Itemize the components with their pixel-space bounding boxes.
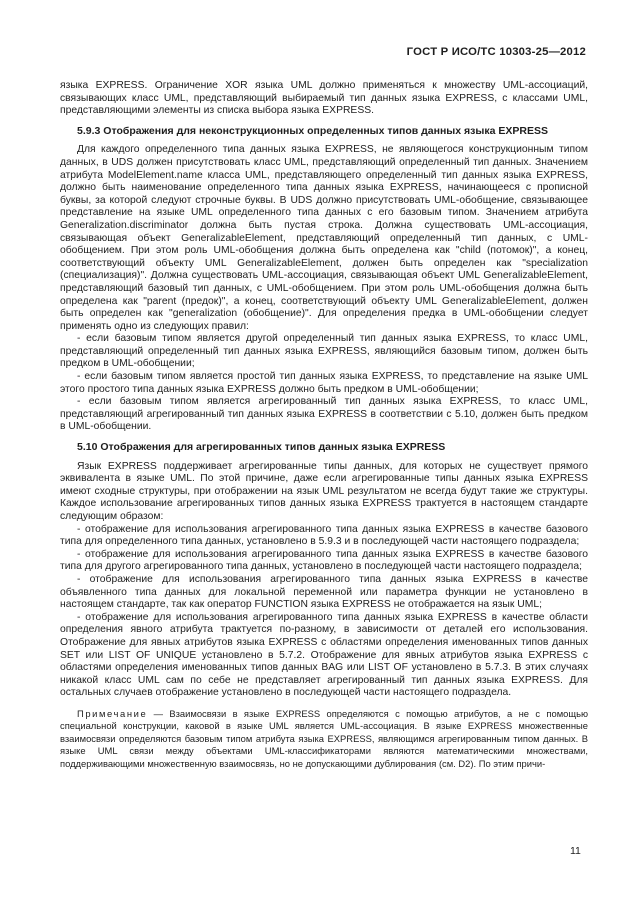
rule-item: - если базовым типом является другой определенный тип данных языка EXPRESS, то класс UML, представляющий определенный тип данных языка EXPRESS, являющийся базовым типом, должен быть предком в UML-обобщении; (60, 333, 588, 370)
page-content (60, 80, 588, 779)
section-5-10-paragraph: Язык EXPRESS поддерживает агрегированные типы данных, для которых не существует прямого эквивалента в языке UML. По этой причине, даже если агрегированные типы данных языка EXPRESS имеют сходные структуры, при отображении на язык UML результатом не всегда будут такие же структуры. Каждое использование агрегированных типов данных языка EXPRESS трактуется в настоящем стандарте следующим образом: (60, 460, 588, 522)
list-item: - отображение для использования агрегированного типа данных языка EXPRESS в качестве области определения явного атрибута трактуется по-разному, в зависимости от деталей его использования. Отображение для явных атрибутов языка EXPRESS с областями определения именованных типов данных SET или LIST OF UNIQUE установлено в 5.7.2. Отображение для явных атрибутов языка EXPRESS с областями определения именованных типов данных BAG или LIST OF установлено в 5.7.3. В этих случаях никакой класс UML сам по себе не представляет агрегированный тип данных языка EXPRESS. Для остальных случаев отображение установлено в последующей части настоящего подраздела. (60, 611, 588, 699)
list-item: - отображение для использования агрегированного типа данных языка EXPRESS в качестве базового типа для определенного типа данных, установлено в 5.9.3 и в последующей части настоящего подраздела; (60, 523, 588, 548)
page-number: 11 (570, 845, 581, 857)
note-paragraph (60, 708, 588, 770)
rule-item: - если базовым типом является простой тип данных языка EXPRESS, то представление на языке UML этого простого типа данных языка EXPRESS должно быть предком в UML-обобщении; (60, 371, 588, 395)
section-5-9-3-paragraph: Для каждого определенного типа данных языка EXPRESS, не являющегося конструкционным типом данных, в UDS должен присутствовать класс UML, представляющий определенный тип данных. Значением атрибута ModelElement.name класса UML, представляющего определенный тип данных языка EXPRESS, должно быть наименование определенного типа данных языка EXPRESS, начинающееся с прописной буквы, за которой следуют строчные буквы. В UDS должно присутствовать UML-обобщение, связывающее представление на языке UML определенного типа данных с его базовым типом. Значением атрибута Generalization.discriminator должна быть пустая строка. Должна существовать UML-ассоциация, связывающая объект GeneralizableElement, представляющий определенный тип данных, с UML-обобщением. При этом роль UML-обобщения должна быть определена как "child (потомок)", а конец, соответствующий объекту UML GeneralizableElement, должен быть определен как "specialization (специализация)". Должна существовать UML-ассоциация, связывающая объект UML GeneralizableElement, представляющий базовый тип данных, с UML-обобщением. При этом роль UML-обобщения должна быть определена как "parent (предок)", а конец, соответствующий объекту UML GeneralizableElement, должен быть определен как "generalization (обобщение)". Для определения предка в UML-обобщении следует применять одно из следующих правил: (60, 144, 588, 332)
standard-header: ГОСТ Р ИСО/ТС 10303-25—2012 (406, 46, 586, 58)
list-item: - отображение для использования агрегированного типа данных языка EXPRESS в качестве объявленного типа данных для локальной переменной или параметра функции не установлено в настоящем стандарте, так как оператор FUNCTION языка EXPRESS не отображается на язык UML; (60, 573, 588, 611)
rule-item: - если базовым типом является агрегированный тип данных языка EXPRESS, то класс UML, представляющий агрегированный тип данных языка EXPRESS в соответствии с 5.10, должен быть предком в UML-обобщении. (60, 396, 588, 433)
section-heading-5-10: 5.10 Отображения для агрегированных типов данных языка EXPRESS (77, 441, 446, 454)
note-label: Примечание (77, 707, 148, 719)
list-item: - отображение для использования агрегированного типа данных языка EXPRESS в качестве базового типа для другого агрегированного типа данных, установлено в последующей части настоящего подраздела; (60, 548, 588, 573)
note-text: — Взаимосвязи в языке EXPRESS определяются с помощью атрибутов, а не с помощью специальной конструкции, каковой в языке UML является UML-ассоциация. В языке EXPRESS множественные взаимосвязи определяются базовым типом атрибута языка EXPRESS, являющимся агрегированным типом данных. В языке UML связи между объектами UML-классификаторами являются математическими множествами, поддерживающими множественную взаимосвязь, но не допускающими дублирования (см. D2). По этим причи- (60, 707, 588, 769)
section-heading-5-9-3: 5.9.3 Отображения для неконструкционных определенных типов данных языка EXPRESS (77, 124, 548, 137)
intro-paragraph: языка EXPRESS. Ограничение XOR языка UML должно применяться к множеству UML-ассоциаций, связывающих класс UML, представляющий выбираемый тип данных языка EXPRESS, с классами UML, представляющими элементы из списка выбора языка EXPRESS. (60, 80, 588, 117)
